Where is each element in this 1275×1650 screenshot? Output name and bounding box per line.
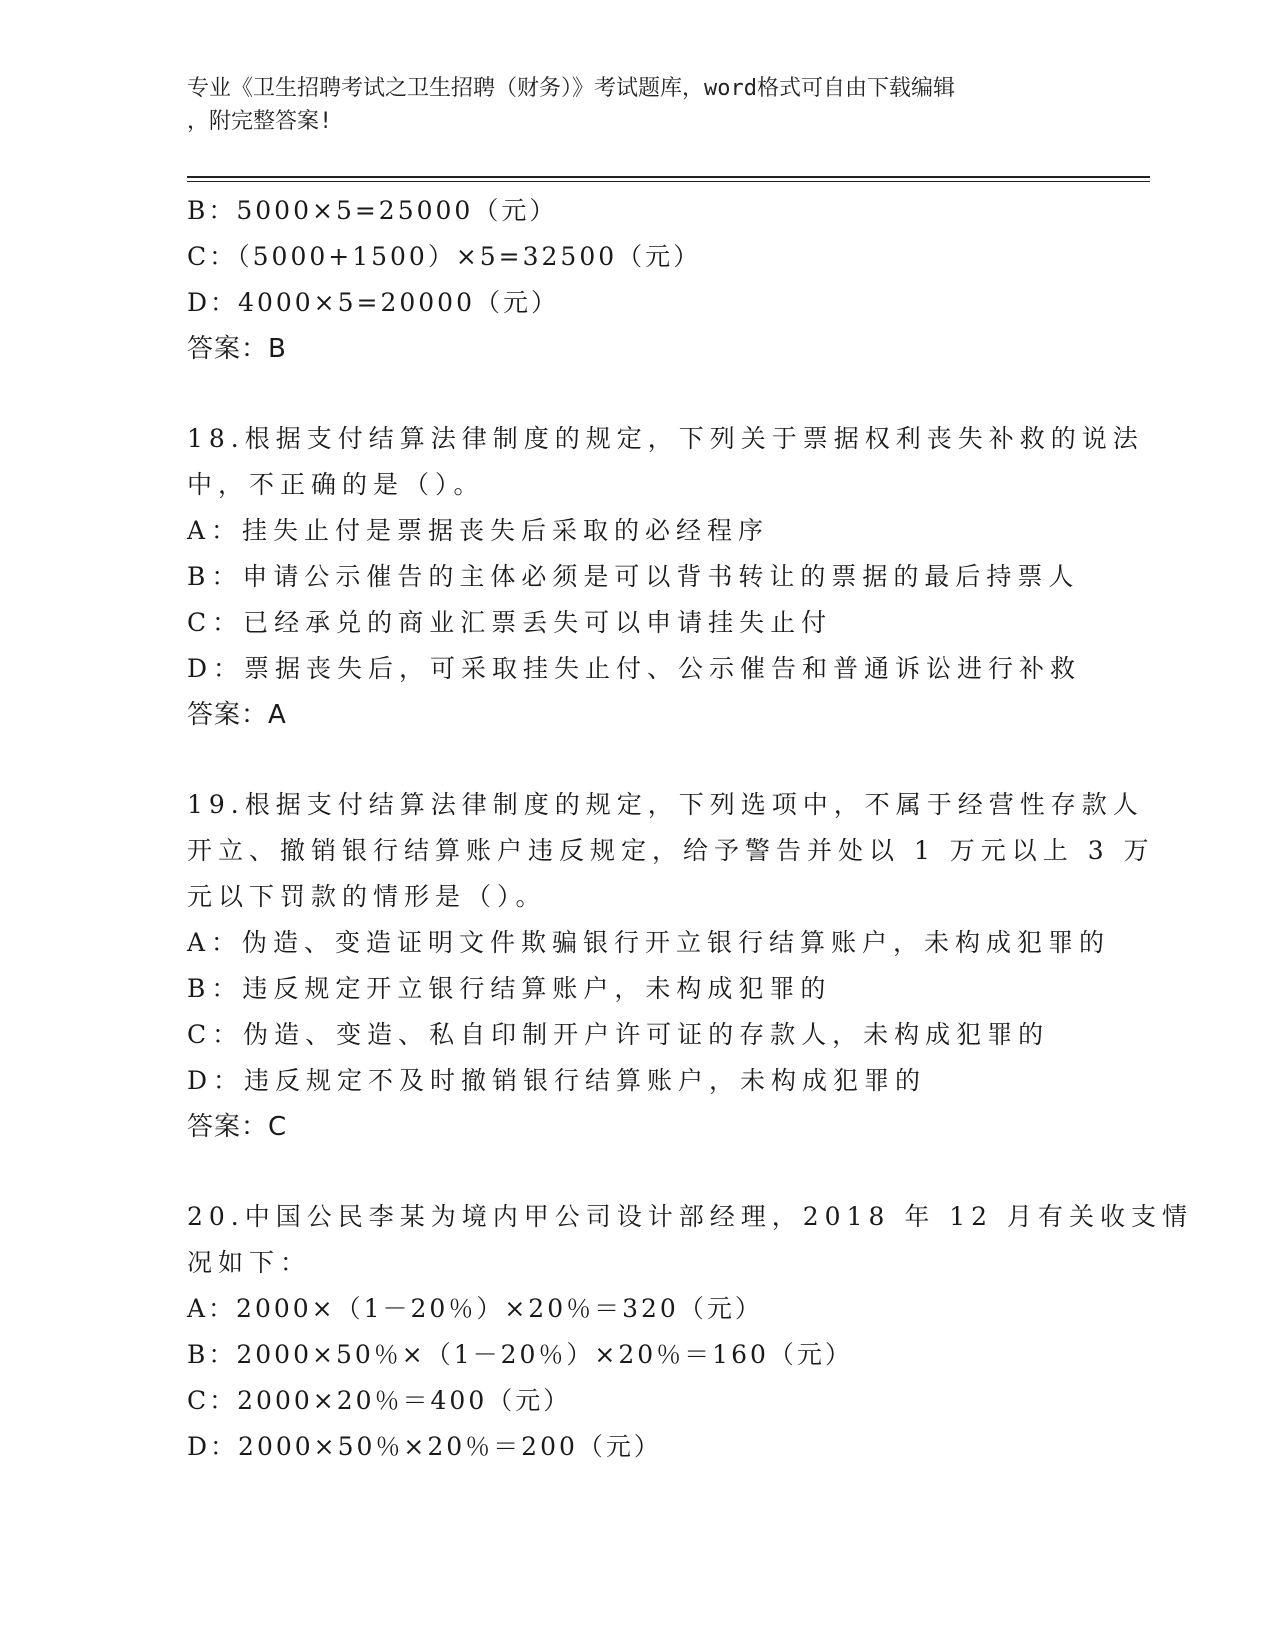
option-d: D：2000×50％×20％＝200（元）	[187, 1432, 662, 1461]
option-b: B：申请公示催告的主体必须是可以背书转让的票据的最后持票人	[187, 562, 1080, 591]
header-divider-thin	[187, 181, 1150, 182]
question-stem: 况如下：	[187, 1248, 312, 1277]
spacer	[187, 372, 1087, 416]
option-b: B：2000×50％×（1－20％）×20％＝160（元）	[187, 1340, 853, 1369]
option-c: C：（5000+1500）×5=32500（元）	[187, 242, 702, 271]
question-stem: 开立、撤销银行结算账户违反规定，给予警告并处以 1 万元以上 3 万	[187, 836, 1155, 865]
option-c: C：伪造、变造、私自印制开户许可证的存款人，未构成犯罪的	[187, 1020, 1050, 1049]
header-line-2: ，附完整答案!	[187, 109, 333, 134]
option-d: D：4000×5=20000（元）	[187, 288, 559, 317]
question-stem: 中，不正确的是（）。	[187, 470, 485, 499]
option-a: A：2000×（1－20％）×20％＝320（元）	[187, 1294, 763, 1323]
answer-line: 答案：C	[187, 1112, 288, 1142]
answer-line: 答案：B	[187, 334, 287, 364]
option-d: D：票据丧失后，可采取挂失止付、公示催告和普通诉讼进行补救	[187, 654, 1082, 683]
header-divider-thick	[187, 176, 1150, 178]
option-a: A：挂失止付是票据丧失后采取的必经程序	[187, 516, 770, 545]
question-stem: 19.根据支付结算法律制度的规定，下列选项中，不属于经营性存款人	[187, 790, 1144, 819]
question-20	[187, 1194, 1194, 1470]
document-body	[187, 188, 1194, 1470]
answer-line: 答案：A	[187, 700, 287, 730]
question-stem: 元以下罚款的情形是（）。	[187, 882, 547, 911]
question-18	[187, 416, 1144, 738]
option-b: B：违反规定开立银行结算账户，未构成犯罪的	[187, 974, 832, 1003]
option-c: C：2000×20％＝400（元）	[187, 1386, 572, 1415]
option-c: C：已经承兑的商业汇票丢失可以申请挂失止付	[187, 608, 833, 637]
option-a: A：伪造、变造证明文件欺骗银行开立银行结算账户，未构成犯罪的	[187, 928, 1111, 957]
question-stem: 20.中国公民李某为境内甲公司设计部经理，2018 年 12 月有关收支情	[187, 1202, 1194, 1231]
spacer	[187, 1150, 1087, 1194]
option-b: B：5000×5=25000（元）	[187, 196, 558, 225]
document-header	[187, 72, 1087, 138]
question-stem: 18.根据支付结算法律制度的规定，下列关于票据权利丧失补救的说法	[187, 424, 1144, 453]
question-19	[187, 782, 1155, 1150]
option-d: D：违反规定不及时撤销银行结算账户，未构成犯罪的	[187, 1066, 927, 1095]
spacer	[187, 738, 1087, 782]
question-17-continuation	[187, 188, 1087, 372]
header-line-1: 专业《卫生招聘考试之卫生招聘（财务）》考试题库，word格式可自由下载编辑	[187, 76, 955, 101]
